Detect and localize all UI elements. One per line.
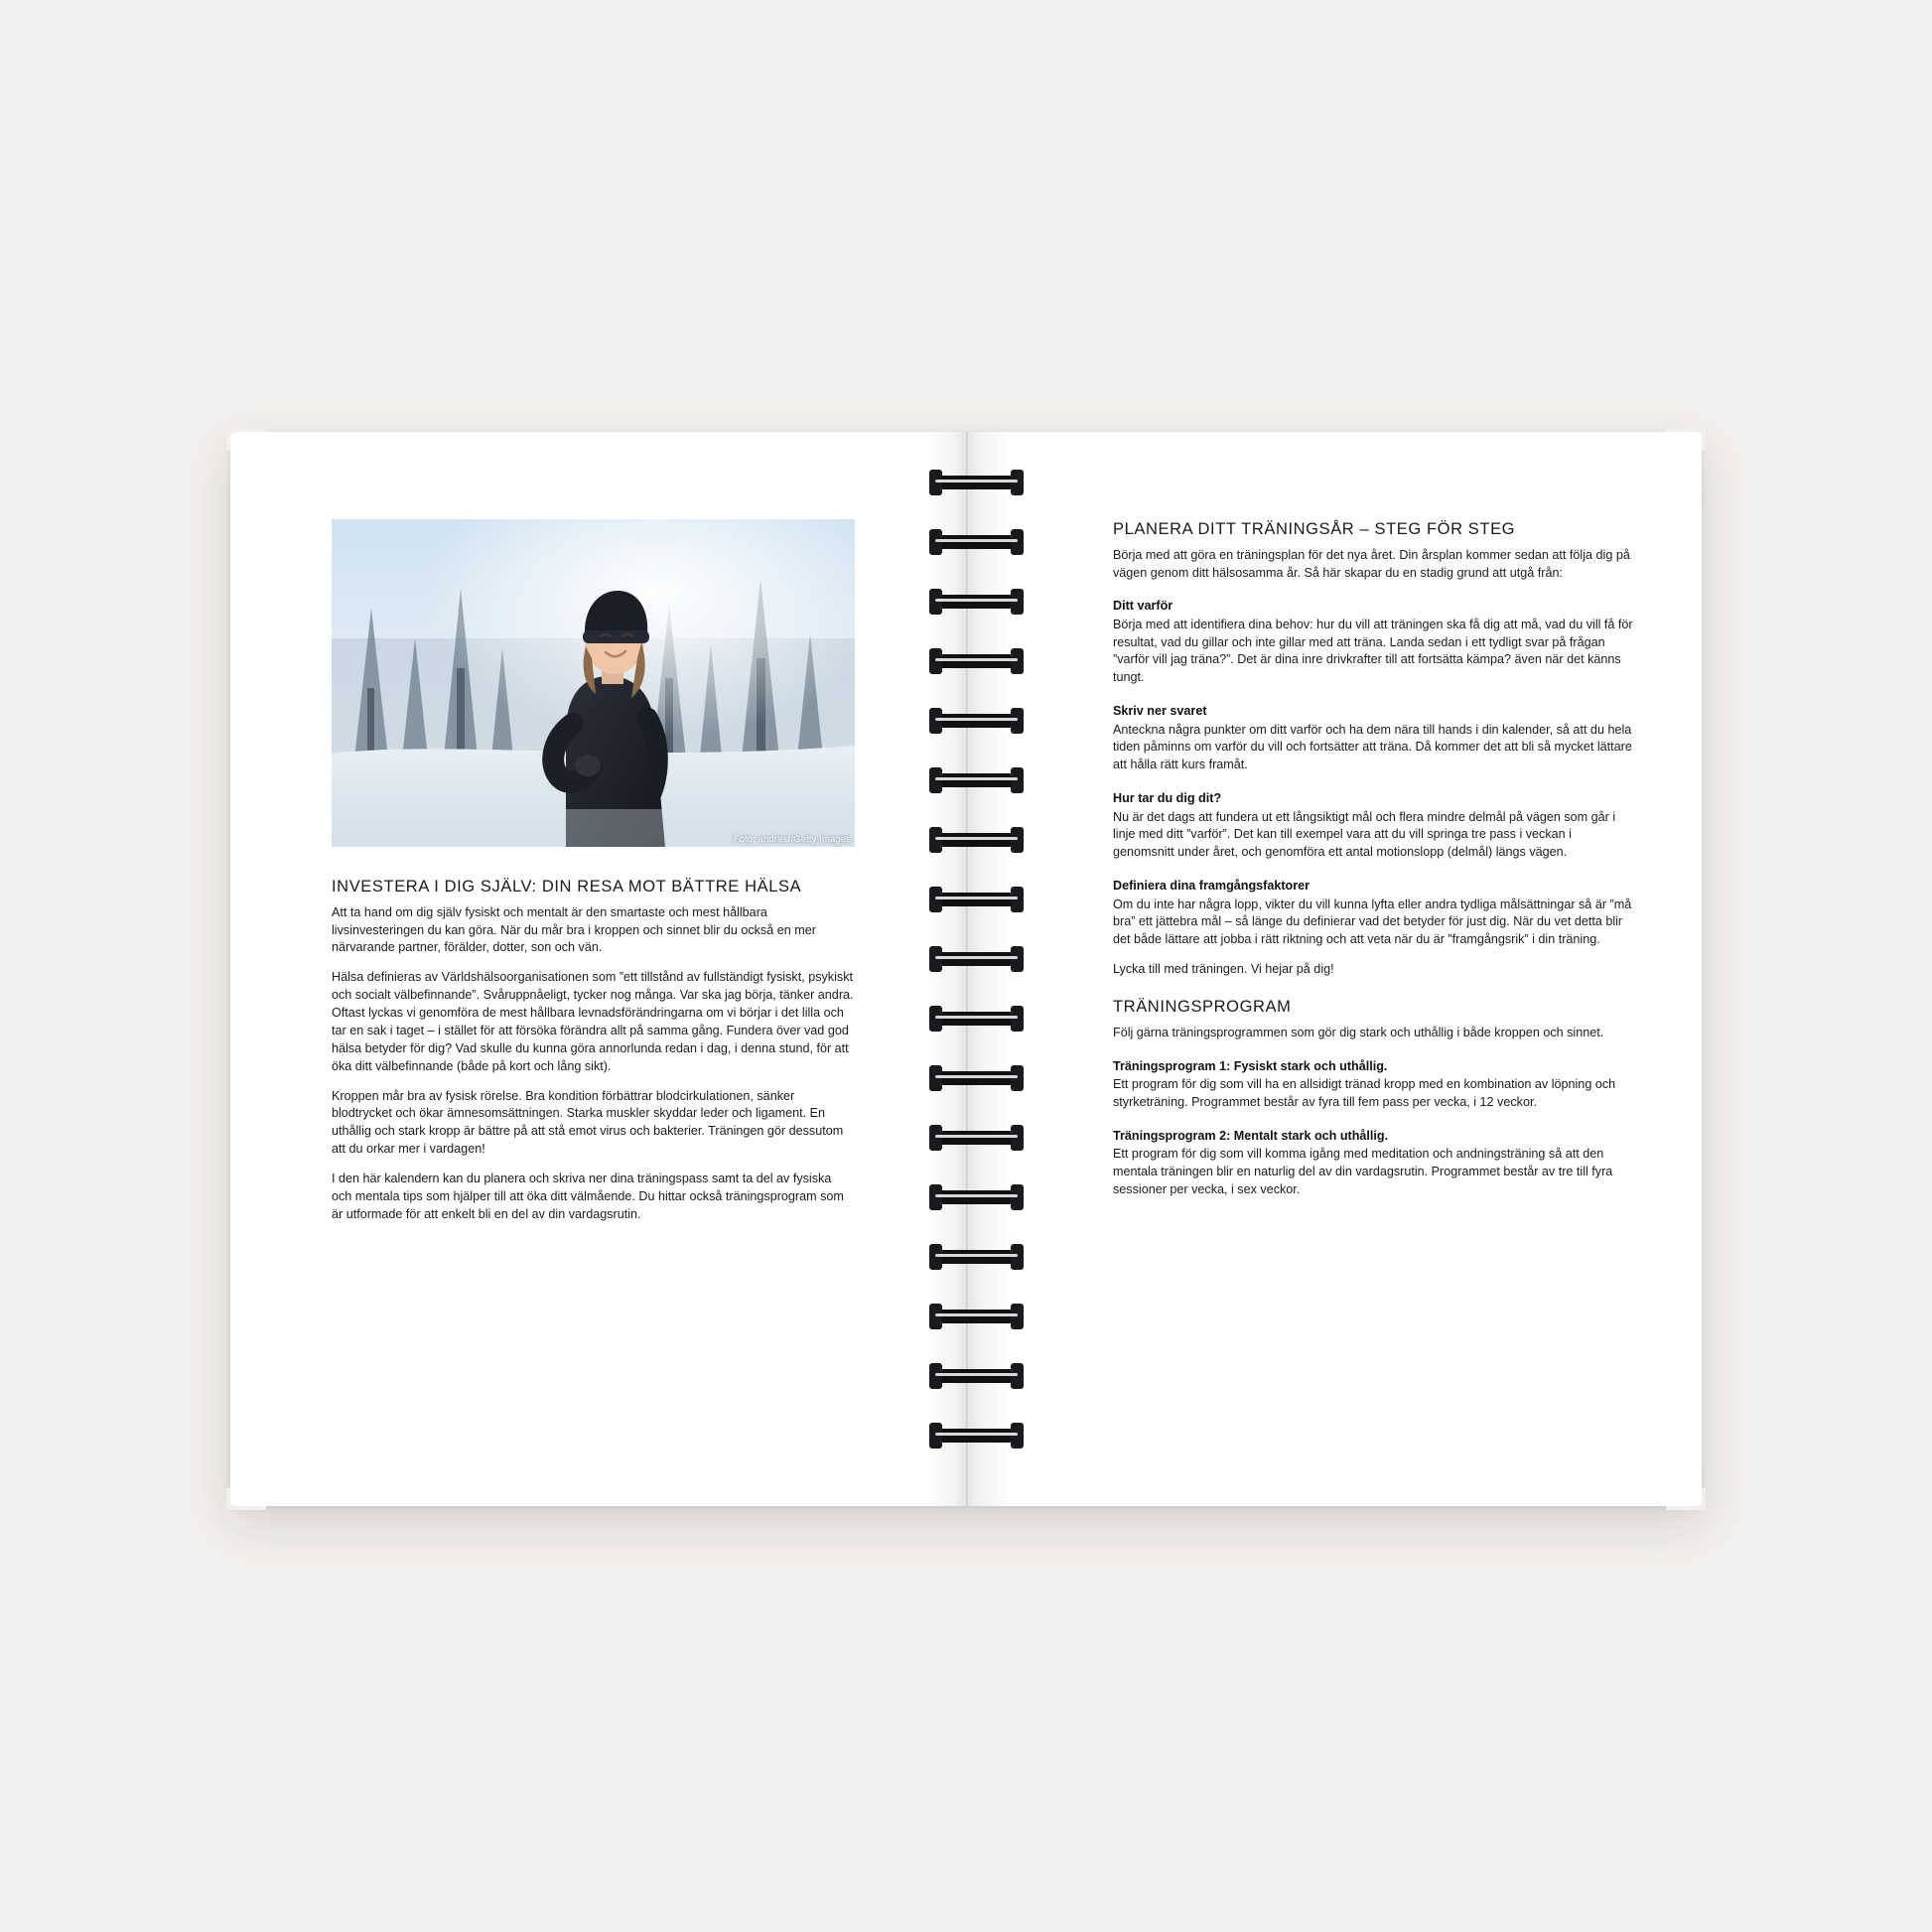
program-intro: Följ gärna träningsprogrammen som gör dig stark och uthållig i både kroppen och sinnet. bbox=[1113, 1025, 1604, 1039]
step-2-text: Anteckna några punkter om ditt varför och ha dem nära till hands i din kalender, så att du hela tiden påminns om varför du vill och fortsätter att träna. Då kommer det att bli så mycket lättare att hålla rätt kurs framåt. bbox=[1113, 722, 1632, 772]
winter-running-photo bbox=[332, 519, 855, 847]
right-page bbox=[966, 432, 1702, 1506]
step-2-title: Skriv ner svaret bbox=[1113, 704, 1207, 719]
step-1-text: Börja med att identifiera dina behov: hur du vill att träningen ska få dig att må, vad du vill få för resultat, vad du gillar och inte gillar med att träna. Landa sedan i ett tydligt svar på frågan ”varför vill jag träna?”. Det är dina inre drivkrafter till att fortsätta kämpa? även när det känns tungt. bbox=[1113, 617, 1633, 685]
step-3-title: Hur tar du dig dit? bbox=[1113, 791, 1222, 806]
notebook-spread bbox=[230, 432, 1702, 1506]
step-4-text: Om du inte har några lopp, vikter du vill kunna lyfta eller andra tydliga målsättningar så är ”må bra” ett jättebra mål – så länge du definierar vad det betyder för just dig. När du vet detta blir det både lättare att jobba i rätt riktning och att veta när du är ”framgångsrik” i din träning. bbox=[1113, 897, 1632, 947]
left-paragraph-4: I den här kalendern kan du planera och skriva ner dina träningspass samt ta del av fysiska och mentala tips som hjälper till att öka ditt välmående. Du hittar också träningsprogram som är utformade för att enkelt bli en del av din vardagsrutin. bbox=[332, 1172, 844, 1221]
right-page-heading: PLANERA DITT TRÄNINGSÅR – STEG FÖR STEG bbox=[1113, 520, 1516, 538]
left-paragraph-1: Att ta hand om dig själv fysiskt och mentalt är den smartaste och mest hållbara livsinvesteringen du kan göra. När du mår bra i kroppen och sinnet blir du också en mer närvarande partner, förälder, dotter, son och vän. bbox=[332, 904, 816, 955]
step-3-text: Nu är det dags att fundera ut ett långsiktigt mål och flera mindre delmål på vägen som går i linje med ditt ”varför”. Det kan till exempel vara att du vill springa tre pass i veckan i genomsnitt under året, och genomföra ett antal motionslopp (delmål) längs vägen. bbox=[1113, 809, 1616, 860]
left-paragraph-2: Hälsa definieras av Världshälsoorganisationen som ”ett tillstånd av fullständigt fysiskt, psykiskt och socialt välbefinnande”. Svåruppnåeligt, tycker nog många. Var ska jag börja, tänker andra. Oftast lyckas vi genomföra de mest hållbara levnadsförändringarna om vi börjar i det lilla och tar en sak i taget – i stället för att försöka förändra allt på samma gång. Fundera över vad god hälsa betyder för dig? Vad skulle du kunna göra annorlunda redan i dag, i denna stund, för att öka ditt välbefinnande (både på kort och lång sikt). bbox=[332, 970, 854, 1073]
program-1-text: Ett program för dig som vill ha en allsidigt tränad kropp med en kombination av löpning och styrketräning. Programmet består av fyra till fem pass per vecka, i 12 veckor. bbox=[1113, 1076, 1616, 1109]
program-2-text: Ett program för dig som vill komma igång med meditation och andningsträning så att den mentala träningen blir en naturlig del av din vardagsrutin. Programmet består av tre till fyra sessioner per vecka, i sex veckor. bbox=[1113, 1147, 1613, 1196]
step-1-title: Ditt varför bbox=[1113, 599, 1173, 614]
closing-text: Lycka till med träningen. Vi hejar på dig! bbox=[1113, 962, 1334, 977]
left-paragraph-3: Kroppen mår bra av fysisk rörelse. Bra kondition förbättrar blodcirkulationen, sänker blodtrycket och ökar ämnesomsättningen. Starka muskler skyddar leder och ligament. En uthållig och stark kropp är bättre på att stå emot virus och bakterier. Träningen gör dessutom att du orkar mer i vardagen! bbox=[332, 1088, 844, 1157]
program-2-title: Träningsprogram 2: Mentalt stark och uthållig. bbox=[1113, 1128, 1389, 1143]
right-page-intro: Börja med att göra en träningsplan för det nya året. Din årsplan kommer sedan att följa dig på vägen genom ditt hälsosamma år. Så här skapar du en stadig grund att utgå från: bbox=[1113, 547, 1630, 580]
left-page-heading: INVESTERA I DIG SJÄLV: DIN RESA MOT BÄTTRE HÄLSA bbox=[332, 878, 802, 896]
program-heading: TRÄNINGSPROGRAM bbox=[1113, 998, 1292, 1017]
step-4-title: Definiera dina framgångsfaktorer bbox=[1113, 879, 1311, 894]
photo-credit: Foto: andresr/Getty Images bbox=[733, 834, 851, 845]
right-page-text-column bbox=[1113, 519, 1636, 1211]
left-page bbox=[230, 432, 966, 1506]
left-page-text-column bbox=[332, 877, 855, 1236]
program-1-title: Träningsprogram 1: Fysiskt stark och uthållig. bbox=[1113, 1058, 1388, 1073]
